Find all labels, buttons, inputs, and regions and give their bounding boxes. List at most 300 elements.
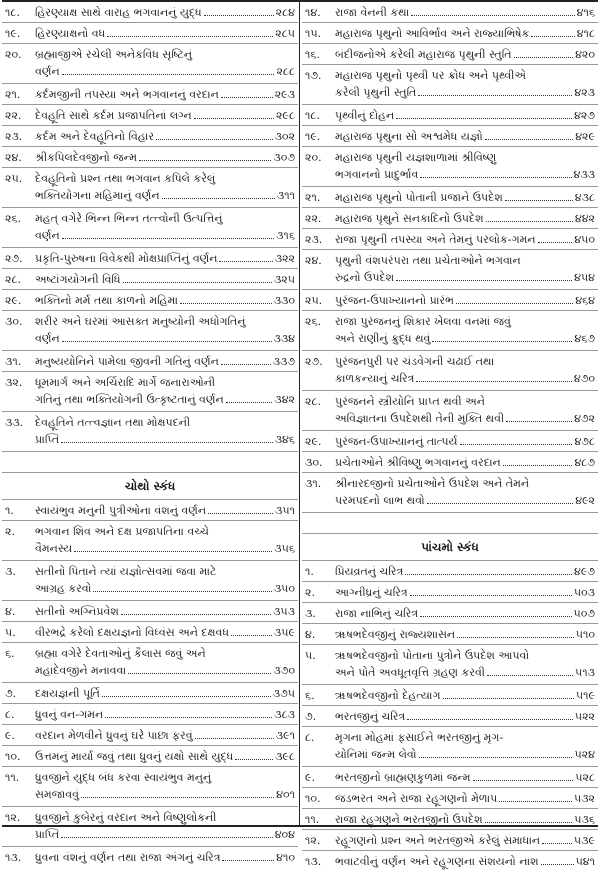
- entry-number: ૨૫.: [5, 172, 23, 185]
- toc-entry: [302, 351, 598, 391]
- entry-number: ૧૧.: [305, 813, 320, 826]
- entry-line: [335, 292, 595, 309]
- page-number: ૩૫૧: [275, 504, 295, 517]
- page-number: ૫૧૩: [575, 666, 595, 679]
- dot-leader: [139, 160, 271, 161]
- entry-line: [35, 149, 295, 166]
- entry-line: [35, 727, 295, 744]
- entry-line: [335, 353, 595, 370]
- entry-number: ૧૦.: [305, 792, 321, 805]
- entry-title: હિરણ્યાક્ષનો વધ: [35, 27, 106, 40]
- page-number: ૩૫૬: [274, 542, 295, 555]
- dot-leader: [418, 95, 572, 96]
- entry-body: [35, 624, 295, 641]
- dot-leader: [456, 303, 573, 304]
- entry-body: [35, 86, 295, 103]
- entry-body: [335, 563, 595, 580]
- entry-number: ૧૪.: [305, 6, 321, 19]
- dot-leader: [473, 780, 574, 781]
- entry-title: મહારાજ પૃથુની યજ્ઞશાળામાં શ્રીવિષ્ણુ: [335, 151, 497, 164]
- entry-number: ૧૭.: [305, 69, 322, 82]
- entry-title: ભવાટવીનું વર્ણન અને રહૂગણના સંશયનો નાશ: [335, 855, 539, 868]
- entry-title: ધ્રુવના વંશનું વર્ણન તથા રાજા અંગનું ચરિત્ર: [35, 851, 221, 864]
- section-spacer: [302, 513, 598, 534]
- dot-leader: [486, 221, 573, 222]
- entry-number: ૧૧.: [5, 771, 20, 784]
- dot-leader: [541, 864, 574, 865]
- entry-line: [35, 563, 295, 580]
- page-number: ૫૧૯: [575, 689, 595, 702]
- entry-body: [35, 727, 295, 744]
- entry-line: [35, 645, 295, 662]
- entry-line: [335, 729, 595, 746]
- toc-entry: [302, 2, 598, 23]
- dot-leader: [194, 118, 274, 119]
- toc-entry: [302, 624, 598, 645]
- dot-leader: [420, 616, 571, 617]
- entry-body: [335, 107, 595, 124]
- entry-line: [335, 454, 595, 471]
- dot-leader: [105, 717, 272, 718]
- entry-title: પુરંજન-ઉપાખ્યાનનો પ્રારંભ: [335, 294, 454, 307]
- page-number: ૫૨૪: [574, 748, 595, 761]
- toc-entry: [302, 208, 598, 229]
- entry-line: [35, 523, 295, 540]
- entry-line: [335, 647, 595, 664]
- page-number: ૪૩૮: [574, 191, 595, 204]
- entry-title: ધ્રુવજીને કુબેરનું વરદાન અને વિષ્ણુલોકની: [35, 811, 217, 824]
- entry-body: [335, 790, 595, 807]
- dot-leader: [514, 57, 574, 58]
- entry-line: [335, 128, 595, 145]
- page-number: ૪૨૯: [575, 130, 595, 143]
- entry-line: [335, 605, 595, 622]
- page-number: ૨૮૫: [275, 27, 295, 40]
- dot-leader: [485, 822, 573, 823]
- entry-title: અને રાણીનું ક્રુદ્ધ થવું: [335, 332, 431, 345]
- entry-number: ૨૮.: [305, 395, 322, 408]
- entry-title: દેવહૂતિને તત્ત્વજ્ઞાન તથા મોક્ષપદની: [35, 416, 191, 429]
- page-number: ૪૭૦: [573, 372, 595, 385]
- page-number: ૫૩૬: [574, 813, 595, 826]
- entry-number: ૯.: [5, 729, 16, 742]
- entry-number: ૧૩.: [305, 855, 322, 868]
- entry-title: રાજા પૃથુની તપસ્યા અને તેમનું પરલોક-ગમન: [335, 233, 536, 246]
- dot-leader: [102, 696, 271, 697]
- entry-line: [335, 853, 595, 870]
- entry-line: [335, 4, 595, 21]
- entry-body: [335, 605, 595, 622]
- entry-number: ૧.: [5, 504, 14, 517]
- dot-leader: [74, 551, 272, 552]
- entry-line: [35, 540, 295, 557]
- toc-entry: [302, 727, 598, 767]
- entry-body: [35, 849, 295, 866]
- entry-body: [35, 685, 295, 702]
- entry-line: [35, 250, 295, 267]
- entry-number: ૨૪.: [305, 254, 322, 267]
- entry-body: [335, 25, 595, 42]
- page-number: ૩૫૦: [273, 582, 295, 595]
- page-number: ૪૫૪: [574, 271, 595, 284]
- entry-line: [335, 687, 595, 704]
- entry-line: [35, 748, 295, 765]
- page-number: ૩૧૬: [276, 229, 295, 242]
- toc-entry: [2, 412, 298, 452]
- entry-body: [335, 626, 595, 643]
- entry-number: ૨૭.: [305, 355, 323, 368]
- entry-title: મહારાજ પૃથુને સનકાદિનો ઉપદેશ: [335, 212, 484, 225]
- dot-leader: [505, 200, 573, 201]
- entry-body: [335, 832, 595, 849]
- entry-body: [335, 454, 595, 471]
- entry-number: ૩.: [305, 607, 316, 620]
- entry-body: [335, 67, 595, 101]
- entry-title: વરદાન મેળવીને ધ્રુવનું ઘરે પાછા ફરવું: [35, 729, 193, 742]
- toc-entry: [2, 847, 298, 868]
- entry-line: [335, 626, 595, 643]
- entry-body: [335, 189, 595, 206]
- toc-entry: [302, 187, 598, 208]
- dot-leader: [416, 381, 571, 382]
- entry-line: [35, 271, 295, 288]
- dot-leader: [208, 513, 273, 514]
- page-number: ૩૩૪: [273, 332, 295, 345]
- entry-number: ૨૨.: [305, 212, 322, 225]
- page-number: ૩૯૧: [275, 729, 295, 742]
- page-number: ૫૩૨: [573, 792, 595, 805]
- toc-entry: [302, 391, 598, 431]
- page-number: ૩૭૦: [273, 664, 295, 677]
- entry-line: [35, 826, 295, 843]
- entry-number: ૬.: [5, 647, 15, 660]
- entry-line: [35, 63, 295, 80]
- entry-body: [335, 210, 595, 227]
- toc-entry: [2, 269, 298, 290]
- toc-entry: [2, 704, 298, 725]
- entry-title: હિરણ્યાક્ષ સાથે વારાહ ભગવાનનું યુદ્ધ: [35, 6, 202, 19]
- entry-line: [335, 330, 595, 347]
- dot-leader: [538, 242, 573, 243]
- entry-number: ૩૦.: [305, 456, 323, 469]
- entry-number: ૨૦.: [305, 151, 322, 164]
- entry-number: ૨૧.: [305, 191, 321, 204]
- entry-title: કર્દમ અને દેવહૂતિનો વિહાર: [35, 130, 155, 143]
- entry-line: [335, 811, 595, 828]
- page-number: ૪૭૨: [574, 412, 595, 425]
- entry-line: [35, 685, 295, 702]
- page-number: ૩૯૮: [275, 750, 295, 763]
- toc-entry: [302, 250, 598, 290]
- entry-body: [335, 433, 595, 450]
- entry-title: વર્ણન: [35, 229, 60, 242]
- entry-body: [35, 25, 295, 42]
- entry-line: [35, 107, 295, 124]
- entry-body: [35, 4, 295, 21]
- entry-line: [35, 374, 295, 391]
- entry-body: [335, 252, 595, 286]
- entry-line: [35, 786, 295, 803]
- entry-title: અવિજ્ઞાતના ઉપદેશથી તેની મુક્તિ થવી: [335, 412, 505, 425]
- toc-entry: [302, 685, 598, 706]
- entry-body: [35, 46, 295, 80]
- entry-body: [35, 769, 295, 803]
- dot-leader: [485, 139, 574, 140]
- dot-leader: [162, 198, 275, 199]
- entry-number: ૧૨.: [305, 834, 321, 847]
- entry-title: ભરતજીનું ચરિત્ર: [335, 710, 406, 723]
- entry-body: [35, 353, 295, 370]
- dot-leader: [180, 303, 272, 304]
- entry-title: મહારાજ પૃથુનો પોતાની પ્રજાને ઉપદેશ: [335, 191, 503, 204]
- page-number: ૫૦૩: [573, 586, 595, 599]
- dot-leader: [503, 465, 573, 466]
- entry-line: [35, 769, 295, 786]
- entry-number: ૧૨.: [5, 811, 21, 824]
- page-number: ૩૧૧: [276, 189, 295, 202]
- entry-line: [35, 353, 295, 370]
- entry-number: ૩૦.: [5, 315, 23, 328]
- entry-number: ૭.: [5, 687, 17, 700]
- entry-body: [335, 708, 595, 725]
- entry-line: [335, 189, 595, 206]
- entry-title: દક્ષયજ્ઞની પૂર્તિ: [35, 687, 100, 700]
- entry-number: ૨.: [5, 525, 15, 538]
- entry-number: ૩૨.: [5, 376, 23, 389]
- toc-entry: [302, 706, 598, 727]
- page-number: ૫૩૯: [573, 834, 595, 847]
- page-number: ૪૧૦: [276, 851, 295, 864]
- dot-leader: [419, 757, 573, 758]
- entry-title: સમજાવવું: [35, 788, 79, 801]
- entry-title: ૠષભદેવજીનું રાજ્યશાસન: [335, 628, 456, 641]
- toc-entry: [302, 147, 598, 187]
- dot-leader: [407, 719, 573, 720]
- entry-title: પ્રાપ્તિ: [35, 433, 60, 446]
- entry-line: [335, 107, 595, 124]
- dot-leader: [396, 118, 572, 119]
- entry-line: [35, 502, 295, 519]
- entry-body: [335, 729, 595, 763]
- toc-entry: [2, 351, 298, 372]
- toc-entry: [2, 105, 298, 126]
- toc-entry: [2, 311, 298, 351]
- entry-number: ૫.: [5, 626, 16, 639]
- page-number: ૫૪૧: [575, 855, 595, 868]
- toc-entry: [302, 582, 598, 603]
- entry-title: સતીનો પિતાને ત્યાં યજ્ઞોત્સવમાં જવા માટે: [35, 565, 217, 578]
- page-number: ૩૦૨: [274, 130, 295, 143]
- entry-body: [335, 128, 595, 145]
- entry-line: [335, 563, 595, 580]
- entry-title: બ્રહ્મા વગેરે દેવતાઓનું કૈલાસ જવું અને: [35, 647, 206, 660]
- entry-line: [335, 370, 595, 387]
- entry-title: કર્દમજીની તપસ્યા અને ભગવાનનું વરદાન: [35, 88, 219, 101]
- entry-body: [35, 523, 295, 557]
- entry-title: ભક્તિયોગના મહિમાનું વર્ણન: [35, 189, 160, 202]
- dot-leader: [443, 698, 574, 699]
- toc-entry: [302, 290, 598, 311]
- entry-title: ગતિનું તથા ભક્તિયોગની ઉત્કૃષ્ટતાનું વર્ણન: [35, 393, 224, 406]
- entry-title: જડભરત અને રાજા રહૂગણનો મેળાપ: [335, 792, 498, 805]
- entry-line: [35, 4, 295, 21]
- entry-title: ધ્રુવજીને યુદ્ધ બંધ કરવા સ્વાયંભુવ મનુનું: [35, 771, 212, 784]
- entry-line: [35, 227, 295, 244]
- entry-number: ૩૧.: [5, 355, 22, 368]
- entry-body: [335, 853, 595, 870]
- entry-title: ઉત્તમનું માર્યા જવું તથા ધ્રુવનું યક્ષો સાથે યુદ્ધ: [35, 750, 234, 763]
- entry-line: [35, 809, 295, 826]
- toc-entry: [2, 44, 298, 84]
- entry-title: ધ્રુવનું વન-ગમન: [35, 708, 104, 721]
- entry-line: [35, 170, 295, 187]
- dot-leader: [457, 637, 574, 638]
- toc-entry: [302, 788, 598, 809]
- dot-leader: [235, 759, 273, 760]
- entry-line: [35, 330, 295, 347]
- entry-number: ૮.: [305, 731, 315, 744]
- entry-title: આગ્નીધ્રનું ચરિત્ર: [335, 586, 408, 599]
- entry-number: ૪.: [305, 628, 316, 641]
- entry-line: [335, 149, 595, 166]
- entry-number: ૨૮.: [5, 273, 22, 286]
- dot-leader: [61, 442, 272, 443]
- entry-title: ભક્તિનો મર્મ તથા કાળનો મહિમા: [35, 294, 178, 307]
- entry-title: ૠષભદેવજીનો દેહત્યાગ: [335, 689, 441, 702]
- entry-body: [35, 563, 295, 597]
- entry-number: ૧૦.: [5, 750, 21, 763]
- page-number: ૩૨૫: [273, 273, 295, 286]
- page-number: ૩૩૦: [273, 294, 295, 307]
- entry-body: [335, 313, 595, 347]
- entry-title: સતીનો અગ્નિપ્રવેશ: [35, 605, 119, 618]
- dot-leader: [62, 341, 272, 342]
- entry-title: શરીર અને ઘરમાં આસક્ત મનુષ્યોની અધોગતિનું: [35, 315, 246, 328]
- entry-title: કાળકન્યાનું ચરિત્ર: [335, 372, 415, 385]
- page-number: ૪૫૦: [574, 233, 595, 246]
- entry-title: ૠષભદેવજીનો પોતાના પુત્રોને ઉપદેશ આપવો: [335, 649, 530, 662]
- entry-body: [35, 603, 295, 620]
- entry-body: [335, 584, 595, 601]
- page-number: ૪૧૬: [576, 6, 595, 19]
- entry-title: વર્ણન: [35, 65, 60, 78]
- toc-entry: [2, 84, 298, 105]
- entry-body: [335, 292, 595, 309]
- dot-leader: [128, 673, 271, 674]
- page-number: ૪૩૩: [573, 168, 595, 181]
- page-number: ૪૯૨: [575, 494, 595, 507]
- entry-body: [35, 128, 295, 145]
- entry-line: [335, 664, 595, 681]
- entry-title: દેવહૂતિનો પ્રશ્ન તથા ભગવાન કપિલે કરેલું: [35, 172, 216, 185]
- entry-title: પુરંજન-ઉપાખ્યાનનું તાત્પર્ય: [335, 435, 458, 448]
- entry-number: ૨૫.: [305, 294, 323, 307]
- entry-title: શ્રીકપિલદેવજીનો જન્મ: [35, 151, 137, 164]
- page-number: ૪૪૨: [574, 212, 595, 225]
- dot-leader: [410, 595, 572, 596]
- entry-title: દેવહૂતિ સાથે કર્દમ પ્રજાપતિનાં લગ્ન: [35, 109, 192, 122]
- entry-title: કરેલી પૃથુની સ્તુતિ: [335, 86, 417, 99]
- page-number: ૪૯૭: [574, 565, 595, 578]
- dot-leader: [405, 574, 572, 575]
- dot-leader: [506, 421, 572, 422]
- entry-number: ૨૨.: [5, 109, 22, 122]
- page-number: ૩૫૯: [273, 626, 295, 639]
- entry-number: ૨૭.: [5, 252, 23, 265]
- entry-title: ભગવાનનો પ્રાદુર્ભાવ: [335, 168, 419, 181]
- entry-title: સ્વાયંભુવ મનુની પુત્રીઓના વંશનું વર્ણન: [35, 504, 207, 517]
- entry-body: [35, 170, 295, 204]
- toc-entry: [2, 561, 298, 601]
- entry-number: ૩૧.: [305, 477, 322, 490]
- entry-body: [35, 706, 295, 723]
- toc-entry: [302, 311, 598, 351]
- entry-body: [35, 748, 295, 765]
- entry-number: ૩૩.: [5, 416, 24, 429]
- entry-number: ૨.: [305, 586, 315, 599]
- entry-line: [35, 210, 295, 227]
- entry-line: [35, 624, 295, 641]
- toc-entry: [302, 105, 598, 126]
- page-number: ૪૦૧: [276, 788, 295, 801]
- entry-body: [335, 46, 595, 63]
- entry-number: ૧.: [305, 565, 314, 578]
- entry-title: ધૂમમાર્ગ અને અર્ચિરાદિ માર્ગે જનારાઓની: [35, 376, 216, 389]
- entry-title: અને પોતે અવધૂતવૃત્તિ ગ્રહણ કરવી: [335, 666, 485, 679]
- entry-line: [35, 313, 295, 330]
- entry-body: [335, 393, 595, 427]
- dot-leader: [226, 402, 273, 403]
- toc-entry: [2, 372, 298, 412]
- entry-title: પ્રચેતાઓને શ્રીવિષ્ણુ ભગવાનનું વરદાન: [335, 456, 501, 469]
- page-number: ૪૬૪: [575, 294, 595, 307]
- entry-number: ૭.: [305, 710, 317, 723]
- entry-body: [335, 769, 595, 786]
- entry-title: રાજા રહૂગણને ભરતજીનો ઉપદેશ: [335, 813, 483, 826]
- entry-body: [335, 353, 595, 387]
- toc-entry: [2, 248, 298, 269]
- entry-line: [35, 25, 295, 42]
- entry-line: [335, 313, 595, 330]
- page-number: ૪૬૭: [574, 332, 595, 345]
- dot-leader: [487, 675, 573, 676]
- toc-entry: [2, 500, 298, 521]
- entry-line: [35, 662, 295, 679]
- dot-leader: [231, 635, 272, 636]
- entry-number: ૨૯.: [5, 294, 22, 307]
- entry-number: ૧૯.: [305, 130, 321, 143]
- entry-line: [35, 431, 295, 448]
- entry-line: [335, 67, 595, 84]
- entry-title: પરમપદનો લાભ થવો: [335, 494, 425, 507]
- dot-leader: [531, 36, 574, 37]
- page-number: ૩૦૭: [273, 151, 295, 164]
- entry-body: [35, 292, 295, 309]
- page-number: ૪૨૦: [575, 48, 595, 61]
- entry-line: [335, 46, 595, 63]
- dot-leader: [123, 282, 272, 283]
- entry-body: [35, 149, 295, 166]
- entry-title: પુરંજનપુરી પર ચંડવેગની ચઢાઈ તથા: [335, 355, 495, 368]
- entry-body: [35, 809, 295, 843]
- toc-entry: [302, 603, 598, 624]
- entry-body: [35, 250, 295, 267]
- entry-number: ૨૦.: [5, 48, 22, 61]
- entry-line: [35, 706, 295, 723]
- entry-body: [35, 374, 295, 408]
- entry-body: [35, 645, 295, 679]
- entry-line: [335, 210, 595, 227]
